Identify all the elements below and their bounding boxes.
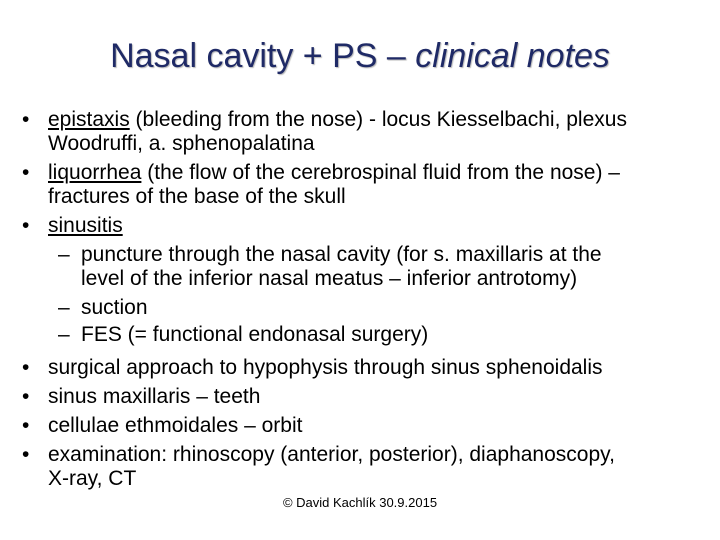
sub-bullet-marker: – bbox=[58, 323, 70, 346]
slide-footer: © David Kachlík 30.9.2015 bbox=[282, 495, 438, 510]
bullet-liquorrhea-line2: fractures of the base of the skull bbox=[48, 185, 346, 208]
bullet-epistaxis-line2: Woodruffi, a. sphenopalatina bbox=[48, 132, 315, 155]
bullet-epistaxis-line1 bbox=[48, 108, 627, 132]
sub-bullet-marker: – bbox=[58, 296, 70, 319]
bullet-sinusitis bbox=[48, 214, 123, 238]
epistaxis-text: (bleeding from the nose) - locus Kiesselbachi, plexus bbox=[129, 108, 627, 131]
sub-suction: suction bbox=[81, 296, 148, 319]
bullet-hypophysis: surgical approach to hypophysis through sinus sphenoidalis bbox=[48, 356, 603, 379]
bullet-examination-line1: examination: rhinoscopy (anterior, posterior), diaphanoscopy, bbox=[48, 443, 615, 466]
bullet-marker: • bbox=[22, 108, 30, 131]
bullet-marker: • bbox=[22, 443, 30, 466]
bullet-ethmoidales: cellulae ethmoidales – orbit bbox=[48, 414, 303, 437]
sub-puncture-line2: level of the inferior nasal meatus – inferior antrotomy) bbox=[81, 267, 578, 290]
bullet-marker: • bbox=[22, 214, 30, 237]
slide-title-main: Nasal cavity + PS – bbox=[110, 37, 416, 75]
bullet-maxillaris: sinus maxillaris – teeth bbox=[48, 385, 261, 408]
bullet-marker: • bbox=[22, 385, 30, 408]
term-liquorrhea: liquorrhea bbox=[48, 161, 142, 184]
bullet-marker: • bbox=[22, 414, 30, 437]
term-epistaxis: epistaxis bbox=[48, 108, 130, 131]
sub-fes: FES (= functional endonasal surgery) bbox=[81, 323, 429, 346]
bullet-marker: • bbox=[22, 356, 30, 379]
bullet-liquorrhea-line1 bbox=[48, 161, 620, 185]
liquorrhea-text: (the flow of the cerebrospinal fluid from the nose) – bbox=[141, 161, 620, 184]
sub-puncture-line1: puncture through the nasal cavity (for s. maxillaris at the bbox=[81, 243, 602, 266]
sub-bullet-marker: – bbox=[58, 243, 70, 266]
bullet-examination-line2: X-ray, CT bbox=[48, 467, 137, 490]
slide-title-italic: clinical notes bbox=[415, 37, 610, 75]
term-sinusitis: sinusitis bbox=[48, 214, 123, 237]
bullet-marker: • bbox=[22, 161, 30, 184]
